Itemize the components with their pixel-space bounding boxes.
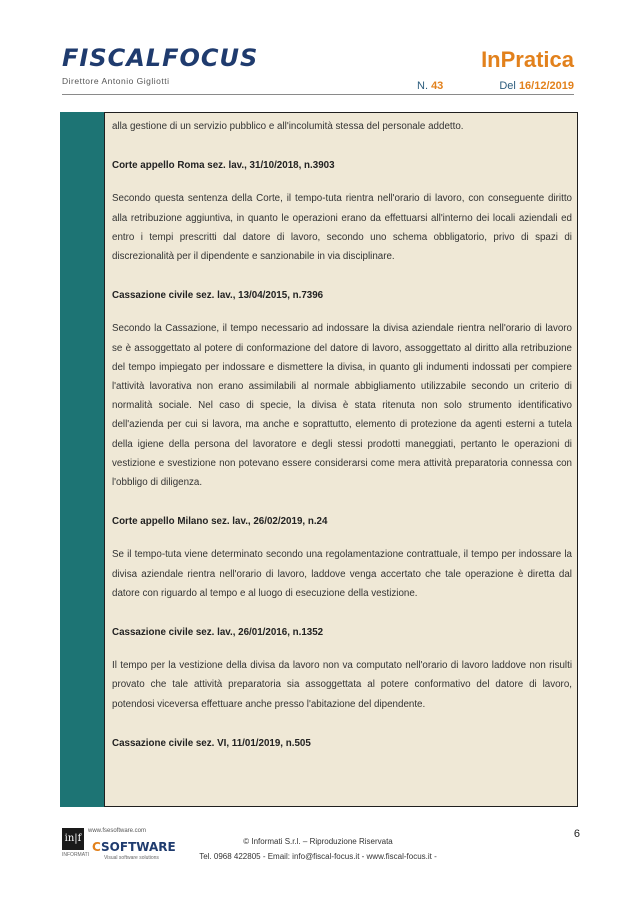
date-value: 16/12/2019 [518, 80, 574, 92]
logo-text-left: FISCALF [62, 44, 180, 72]
case-heading: Cassazione civile sez. lav., 13/04/2015, n.7396 [112, 290, 324, 302]
footer-contact: Tel. 0968 422805 - Email: info@fiscal-focus.it - www.fiscal-focus.it - [199, 852, 437, 861]
informati-logo: in|f [62, 828, 84, 850]
case-heading: Corte appello Milano sez. lav., 26/02/2019, n.24 [112, 516, 328, 528]
software-logo-sub: Visual software solutions [104, 855, 159, 861]
case-heading: Cassazione civile sez. lav., 26/01/2016, n.1352 [112, 627, 324, 639]
section-title: InPratica [481, 47, 574, 72]
page-number: 6 [573, 828, 580, 840]
informati-logo-sub: INFORMATI [62, 852, 90, 858]
case-heading: Corte appello Roma sez. lav., 31/10/2018, n.3903 [112, 160, 335, 172]
software-logo-text: SOFTWARE [101, 840, 176, 854]
issue-value: 43 [431, 80, 444, 92]
side-accent-bar [60, 112, 104, 807]
article-body [112, 117, 572, 767]
fiscalfocus-logo [62, 44, 258, 72]
date-label: Del [499, 80, 516, 92]
intro-paragraph: alla gestione di un servizio pubblico e all'incolumità stessa del personale addetto. [112, 121, 464, 132]
case-heading: Cassazione civile sez. VI, 11/01/2019, n.505 [112, 737, 311, 749]
logo-o: O [179, 44, 201, 72]
case-text: Il tempo per la vestizione della divisa da lavoro non va computato nell'orario di lavoro laddove non risulti provato che tale attività preparatoria sia assoggettata al potere conformativo del datore di lavoro, potendosi viceversa effettuare anche presso l'abitazione del dipendente. [112, 660, 572, 710]
issue-label: N. [417, 80, 428, 92]
logo-text-right: CUS [200, 44, 259, 72]
software-logo-c: C [92, 840, 102, 854]
issue-number [417, 80, 443, 92]
issue-date [499, 80, 574, 92]
header-divider [62, 94, 574, 95]
case-text: Se il tempo-tuta viene determinato secondo una regolamentazione contrattuale, il tempo per indossare la divisa aziendale rientra nell'orario di lavoro, laddove venga accertato che tale operazione è diretta dal datore con riguardo al tempo e al luogo di esecuzione della vestizione. [112, 549, 572, 599]
case-text: Secondo la Cassazione, il tempo necessario ad indossare la divisa aziendale rientra nell'orario di lavoro se è assoggettato al potere di conformazione del datore di lavoro, assoggettato al diritto alla retribuzione del tempo impiegato per indossare e dismettere la divisa, in quanto gli indumenti indossati per compiere l'attività lavorativa non erano assimilabili al normale abbigliamento utilizzabile secondo un criterio di normalità sociale. Nel caso di specie, la divisa è stata ritenuta non solo strumento identificativo dell'azienda per cui si lavora, ma anche e soprattutto, elemento di protezione da agenti esterni a tutela della igiene della persona del lavoratore e degli stessi prodotti maneggiati, pertanto le operazioni di vestizione e svestizione non potevano essere considerarsi come mera attività preparatoria connessa con l'obbligo di diligenza. [112, 323, 572, 489]
software-url: www.fsesoftware.com [88, 828, 147, 834]
footer-copyright: © Informati S.r.l. – Riproduzione Riservata [243, 837, 393, 846]
case-text: Secondo questa sentenza della Corte, il tempo-tuta rientra nell'orario di lavoro, con conseguente diritto alla retribuzione aggiuntiva, in quanto le operazioni erano da effettuarsi all'interno dei locali aziendali ed entro i tempi prescritti dal datore di lavoro, secondo uno schema obbligatorio, privo di spazi di discrezionalità per il dipendente e sanzionabile in via disciplinare. [112, 193, 572, 263]
footer-logos [62, 828, 192, 868]
director-line: Direttore Antonio Gigliotti [62, 76, 170, 86]
